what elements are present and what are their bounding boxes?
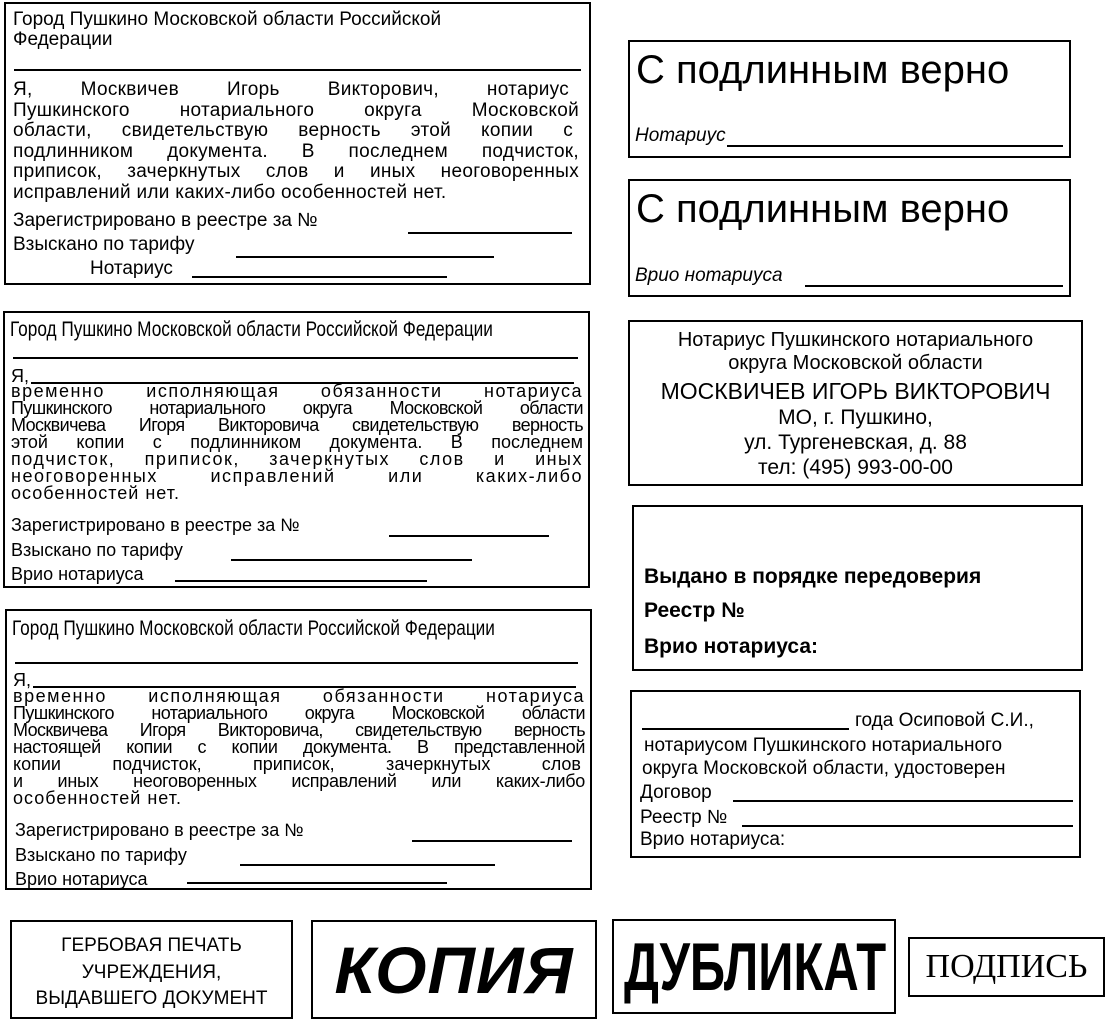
notary-label: Нотариус (90, 258, 173, 279)
city-header: Город Пушкино Московской области Российской Федерации (10, 318, 493, 341)
acting-notary-label: Врио нотариуса (11, 564, 144, 584)
registered-line (412, 840, 572, 842)
seal-line2: УЧРЕЖДЕНИЯ, (81, 962, 222, 983)
header-underline (14, 69, 581, 71)
district-line: округа Московской области, удостоверен (642, 758, 1006, 779)
body-line: исправлений или каких-либо особенностей нет. (13, 181, 447, 203)
body-line: неоговоренных исправлений или каких-либо (11, 466, 583, 486)
contract-label: Договор (640, 782, 712, 803)
body-line: Пушкинского нотариального округа Московской области (11, 398, 583, 418)
notary-name: МОСКВИЧЕВ ИГОРЬ ВИКТОРОВИЧ (660, 378, 1051, 404)
stamp-notary-address (628, 320, 1083, 486)
copy-text: КОПИЯ (334, 933, 574, 1007)
city-header-line2: Федерации (13, 29, 113, 50)
body-line: Я, Москвичев Игорь Викторович, нотариус (13, 79, 569, 100)
notary-signature-line (192, 276, 447, 278)
body-line: приписок, зачеркнутых слов и иных неоговоренных (13, 161, 579, 182)
tariff-label: Взыскано по тарифу (13, 234, 195, 255)
tariff-line (236, 256, 494, 258)
body-line: особенностей нет. (13, 788, 182, 808)
signature-line (727, 145, 1063, 147)
registered-line (389, 535, 549, 537)
signature-line (175, 580, 427, 582)
city-header-line1: Город Пушкино Московской области Российской (13, 9, 442, 30)
address-street: ул. Тургеневская, д. 88 (744, 431, 967, 454)
ya-label: Я, (13, 670, 31, 690)
seal-line1: ГЕРБОВАЯ ПЕЧАТЬ (61, 935, 242, 956)
acting-notary-label: Врио нотариуса (635, 265, 783, 286)
registered-line (408, 232, 572, 234)
tariff-label: Взыскано по тарифу (11, 540, 183, 560)
registered-label: Зарегистрировано в реестре за № (11, 515, 300, 535)
header-underline (15, 662, 578, 664)
header-underline (13, 357, 578, 359)
contract-line (733, 800, 1073, 802)
acting-notary-label: Врио нотариуса (15, 869, 148, 889)
notary-line: нотариусом Пушкинского нотариального (644, 735, 1003, 756)
signature-line (805, 285, 1063, 287)
body-line: Пушкинского нотариального округа Московской области (13, 703, 585, 723)
registry-line (742, 825, 1073, 827)
date-line (642, 728, 849, 730)
true-copy-title: С подлинным верно (636, 48, 1010, 92)
notary-title-line2: округа Московской области (728, 352, 983, 374)
body-line: Москвичева Игоря Викторовича свидетельствую верность (11, 415, 583, 435)
body-line: настоящей копии с копии документа. В представленной (13, 737, 585, 757)
body-line: копии подчисток, приписок, зачеркнутых слов (13, 754, 581, 774)
body-line: области, свидетельствую верность этой копии с (13, 120, 573, 141)
notary-title-line1: Нотариус Пушкинского нотариального (677, 329, 1034, 351)
year-and-notary: года Осиповой С.И., (855, 710, 1034, 731)
stamp-contract-certified (630, 690, 1081, 858)
ya-label: Я, (11, 366, 29, 386)
stamp-acting-notary-certification (3, 311, 590, 588)
stamp-issued-by-proxy (632, 505, 1083, 671)
body-line: временно исполняющая обязанности нотариуса (13, 686, 585, 706)
body-line: подлинником документа. В последнем подчисток, (13, 140, 579, 162)
tariff-label: Взыскано по тарифу (15, 845, 187, 865)
tariff-line (240, 864, 495, 866)
phone-number: тел: (495) 993-00-00 (758, 456, 953, 479)
duplicate-text: ДУБЛИКАТ (624, 929, 887, 1005)
true-copy-title: С подлинным верно (636, 187, 1010, 231)
body-line: временно исполняющая обязанности нотариуса (11, 381, 583, 401)
stamp-duplicate (612, 919, 896, 1014)
notary-label: Нотариус (635, 125, 726, 146)
certification-body (11, 383, 583, 502)
tariff-line (231, 559, 472, 561)
stamp-notary-certification (4, 2, 591, 285)
certification-body (13, 688, 585, 807)
acting-notary-label: Врио нотариуса: (644, 635, 819, 658)
body-line: этой копии с подлинником документа. В последнем (11, 432, 583, 452)
city-header: Город Пушкино Московской области Российской Федерации (12, 617, 495, 640)
stamp-copy (311, 920, 597, 1019)
stamp-true-copy-acting-notary (628, 179, 1071, 297)
body-line: Москвичева Игоря Викторовича, свидетельствую верность (13, 720, 585, 740)
registry-label: Реестр № (640, 807, 728, 828)
signature-text: ПОДПИСЬ (925, 948, 1088, 985)
signature-line (187, 882, 447, 884)
registered-label: Зарегистрировано в реестре за № (15, 820, 304, 840)
body-line: Пушкинского нотариального округа Московской (13, 99, 579, 121)
body-line: особенностей нет. (11, 483, 180, 503)
body-line: подчисток, приписок, зачеркнутых слов и иных (11, 449, 583, 469)
stamp-acting-notary-copy-certification (5, 609, 592, 890)
acting-notary-label: Врио нотариуса: (640, 829, 786, 850)
issued-by-proxy-text: Выдано в порядке передоверия (644, 565, 982, 588)
stamp-true-copy-notary (628, 40, 1071, 158)
stamp-coat-of-arms-seal (10, 920, 293, 1019)
seal-line3: ВЫДАВШЕГО ДОКУМЕНТ (35, 988, 268, 1009)
certification-body (13, 80, 579, 203)
address-city: МО, г. Пушкино, (778, 406, 933, 429)
registered-label: Зарегистрировано в реестре за № (13, 210, 318, 231)
stamp-signature (908, 937, 1105, 997)
registry-label: Реестр № (644, 599, 745, 622)
body-line: и иных неоговоренных исправлений или каких-либо (13, 771, 585, 791)
